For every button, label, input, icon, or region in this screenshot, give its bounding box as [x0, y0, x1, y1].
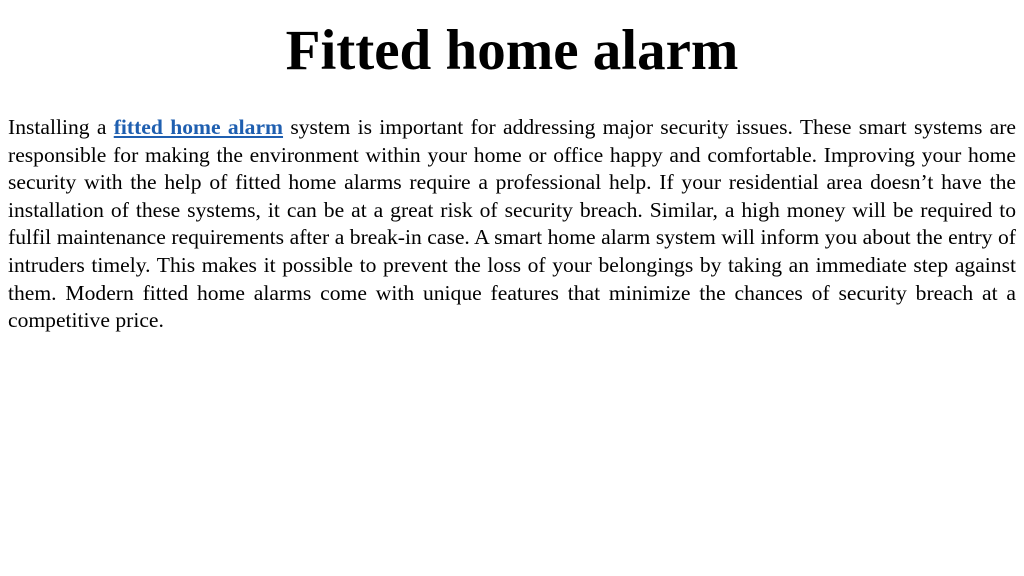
paragraph-text-before-link: Installing a	[8, 115, 114, 139]
paragraph-text-after-link: system is important for addressing major security issues. These smart systems are responsible for making the environment within your home or office happy and comfortable. Improving your home security with the help of fitted home alarms require a professional help. If your residential area doesn’t have the installation of these systems, it can be at a great risk of security breach. Similar, a high money will be required to fulfil maintenance requirements after a break-in case. A smart home alarm system will inform you about the entry of intruders timely. This makes it possible to prevent the loss of your belongings by taking an immediate step against them. Modern fitted home alarms come with unique features that minimize the chances of security breach at a competitive price.	[8, 115, 1016, 333]
page-title: Fitted home alarm	[285, 19, 739, 82]
body-paragraph	[8, 114, 1016, 335]
fitted-home-alarm-link[interactable]: fitted home alarm	[113, 115, 284, 139]
